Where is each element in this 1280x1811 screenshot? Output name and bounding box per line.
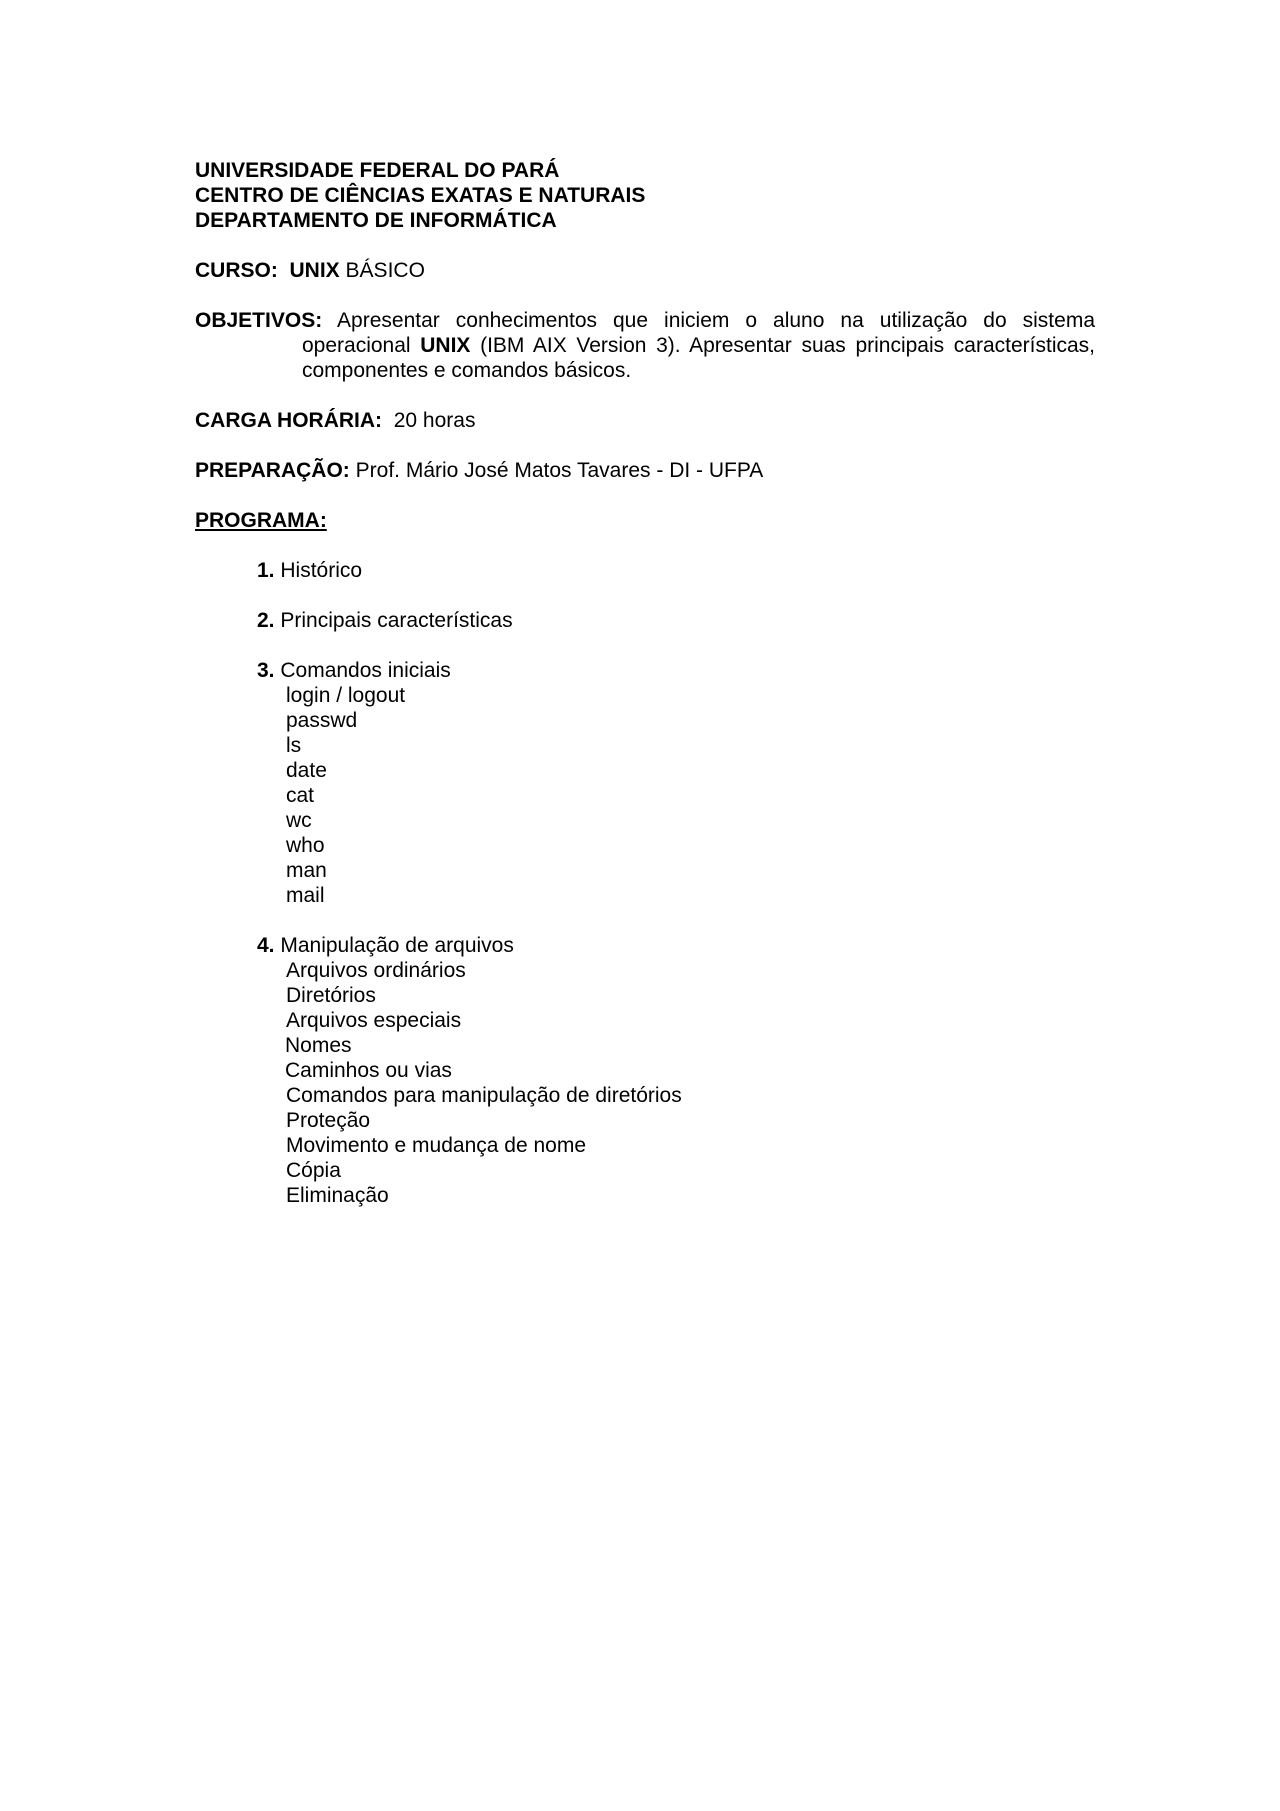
objetivos-label: OBJETIVOS: <box>195 309 323 332</box>
list-item: wc <box>286 809 312 832</box>
topic-number: 1. <box>257 559 275 582</box>
list-item: who <box>286 834 325 857</box>
topic-number: 3. <box>257 659 275 682</box>
list-item: Caminhos ou vias <box>285 1059 452 1082</box>
topic-3 <box>257 658 1095 683</box>
curso-line <box>195 258 1095 283</box>
preparacao-line <box>195 458 1095 483</box>
topic-title: Principais características <box>280 609 513 632</box>
curso-name-rest: BÁSICO <box>345 259 425 282</box>
header-center: CENTRO DE CIÊNCIAS EXATAS E NATURAIS <box>195 184 646 207</box>
carga-value: 20 horas <box>393 409 476 432</box>
list-item: login / logout <box>286 684 406 707</box>
curso-label: CURSO: <box>195 259 278 282</box>
preparacao-label: PREPARAÇÃO: <box>195 459 350 482</box>
curso-name-bold: UNIX <box>289 259 340 282</box>
list-item: Arquivos ordinários <box>286 959 466 982</box>
topic-1 <box>257 558 1095 583</box>
carga-line <box>195 408 1095 433</box>
list-item: Nomes <box>285 1034 352 1057</box>
programa-heading <box>195 508 1095 533</box>
preparacao-value: Prof. Mário José Matos Tavares - DI - UFPA <box>355 459 764 482</box>
topic-title: Manipulação de arquivos <box>280 934 514 957</box>
header-department: DEPARTAMENTO DE INFORMÁTICA <box>195 209 557 232</box>
topic-title: Histórico <box>280 559 363 582</box>
objetivos-text-1: Apresentar conhecimentos que iniciem o aluno na utilização do sistema <box>337 309 1095 332</box>
topic-4 <box>257 933 1095 958</box>
programa-label: PROGRAMA: <box>195 509 327 532</box>
objetivos-line-3: componentes e comandos básicos. <box>302 359 632 382</box>
header-university: UNIVERSIDADE FEDERAL DO PARÁ <box>195 159 560 182</box>
carga-label: CARGA HORÁRIA: <box>195 409 383 432</box>
list-item: ls <box>286 734 302 757</box>
topic-title: Comandos iniciais <box>280 659 451 682</box>
objetivos-block <box>195 308 1095 383</box>
objetivos-text-2a: operacional <box>302 334 411 357</box>
objetivos-text-2b: (IBM AIX Version 3). Apresentar suas principais características, <box>480 334 1096 357</box>
list-item: Cópia <box>286 1159 341 1182</box>
objetivos-line-1 <box>195 308 1095 333</box>
document-page <box>195 158 1095 1208</box>
list-item: Movimento e mudança de nome <box>286 1134 586 1157</box>
objetivos-unix-bold: UNIX <box>420 334 471 357</box>
objetivos-line-2 <box>195 333 1095 358</box>
list-item: man <box>286 859 327 882</box>
list-item: Comandos para manipulação de diretórios <box>286 1084 682 1107</box>
list-item: mail <box>286 884 325 907</box>
topic-number: 4. <box>257 934 275 957</box>
list-item: Diretórios <box>286 984 376 1007</box>
list-item: passwd <box>286 709 358 732</box>
list-item: Arquivos especiais <box>286 1009 462 1032</box>
list-item: Eliminação <box>286 1184 389 1207</box>
list-item: Proteção <box>286 1109 371 1132</box>
topic-2 <box>257 608 1095 633</box>
topic-number: 2. <box>257 609 275 632</box>
list-item: cat <box>286 784 315 807</box>
list-item: date <box>286 759 327 782</box>
